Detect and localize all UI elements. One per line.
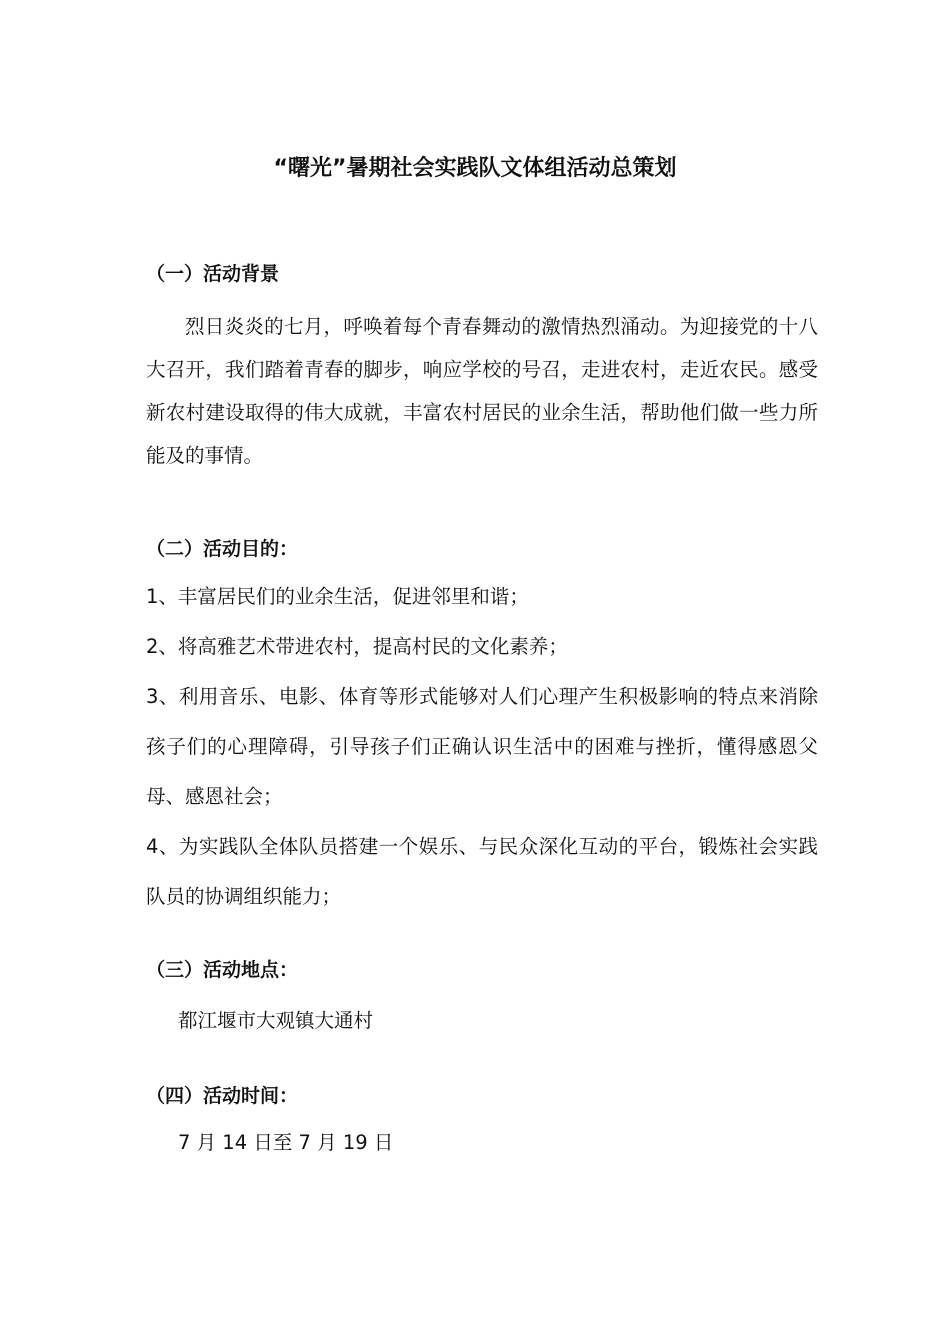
document-title: “曙光”暑期社会实践队文体组活动总策划 (273, 156, 677, 181)
purpose-item-4: 4、为实践队全体队员搭建一个娱乐、与民众深化互动的平台，锻炼社会实践队员的协调组织能力； (146, 835, 818, 908)
section-heading-purpose: （二）活动目的： (146, 538, 299, 560)
section-heading-location: （三）活动地点： (146, 959, 299, 981)
purpose-item-1: 1、丰富居民们的业余生活，促进邻里和谐； (146, 585, 529, 608)
purpose-item-2: 2、将高雅艺术带进农村，提高村民的文化素养； (146, 635, 568, 658)
section-heading-time: （四）活动时间： (146, 1085, 299, 1107)
purpose-item-3: 3、利用音乐、电影、体育等形式能够对人们心理产生积极影响的特点来消除孩子们的心理障碍，引导孩子们正确认识生活中的困难与挫折，懂得感恩父母、感恩社会； (146, 685, 818, 808)
location-text: 都江堰市大观镇大通村 (178, 1009, 374, 1032)
background-paragraph: 烈日炎炎的七月，呼唤着每个青春舞动的激情热烈涌动。为迎接党的十八大召开，我们踏着青春的脚步，响应学校的号召，走进农村，走近农民。感受新农村建设取得的伟大成就，丰富农村居民的业余生活，帮助他们做一些力所能及的事情。 (146, 315, 818, 467)
section-heading-background: （一）活动背景 (146, 263, 280, 285)
time-text: 7 月 14 日至 7 月 19 日 (178, 1131, 394, 1154)
